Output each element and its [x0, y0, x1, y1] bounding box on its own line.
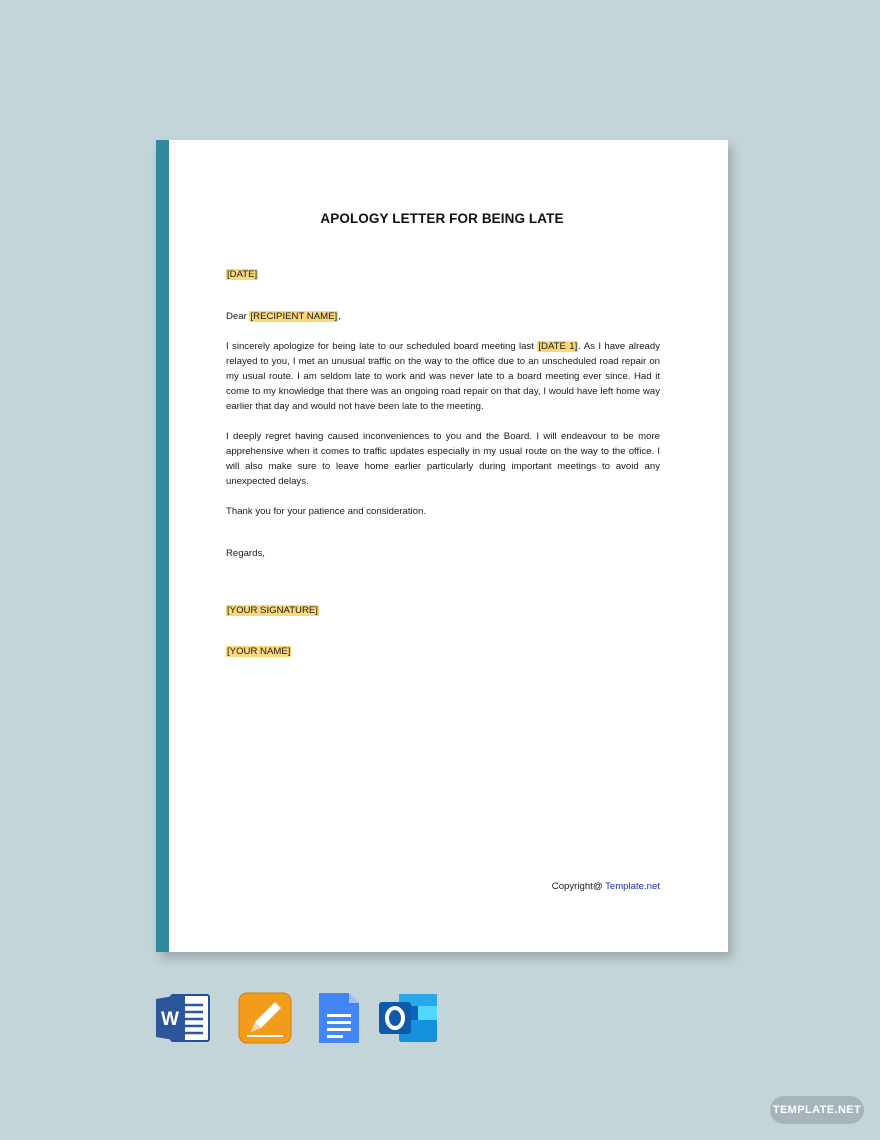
paragraph-1-end: . As I have already relayed to you, I met an unusual traffic on the way to the office due to an unscheduled road repair on my usual route. I am seldom late to work and was never late to a board meeting ever since. Had it come to my knowledge that there was an ongoing road repair on that day, I would have left home way earlier that day and would not have been late to the meeting.	[226, 341, 660, 412]
closing: Regards,	[226, 548, 265, 559]
paragraph-3: Thank you for your patience and consideration.	[226, 506, 426, 517]
salutation	[226, 309, 660, 324]
pages-icon[interactable]	[237, 992, 293, 1044]
letter-title: APOLOGY LETTER FOR BEING LATE	[320, 211, 564, 226]
page-accent-stripe	[156, 140, 169, 952]
date-placeholder: [DATE]	[227, 269, 258, 280]
document-page	[156, 140, 728, 952]
salutation-suffix: ,	[338, 311, 341, 322]
paragraph-1-start: I sincerely apologize for being late to our scheduled board meeting last	[226, 341, 538, 352]
signature-line	[226, 603, 660, 618]
word-icon[interactable]	[155, 992, 211, 1044]
google-docs-icon[interactable]	[311, 992, 367, 1044]
outlook-icon[interactable]	[379, 992, 435, 1044]
name-placeholder: [YOUR NAME]	[227, 646, 291, 657]
svg-text:W: W	[161, 1009, 179, 1030]
copyright-line	[552, 881, 660, 892]
copyright-prefix: Copyright@	[551, 881, 606, 892]
recipient-placeholder: [RECIPIENT NAME]	[250, 311, 338, 322]
date1-placeholder: [DATE 1]	[538, 341, 578, 352]
template-net-watermark: TEMPLATE.NET	[770, 1096, 864, 1124]
signature-placeholder: [YOUR SIGNATURE]	[227, 605, 318, 616]
paragraph-2: I deeply regret having caused inconveniences to you and the Board. I will endeavour to be more apprehensive when it comes to traffic updates especially in my usual route on the way to the office. I will also make sure to leave home earlier particularly during important meetings to avoid any unexpected delays.	[226, 431, 660, 487]
name-line	[226, 644, 660, 659]
template-net-link[interactable]: Template.net	[605, 881, 660, 892]
paragraph-1	[226, 339, 660, 414]
salutation-prefix: Dear	[226, 311, 250, 322]
date-line	[226, 267, 660, 282]
